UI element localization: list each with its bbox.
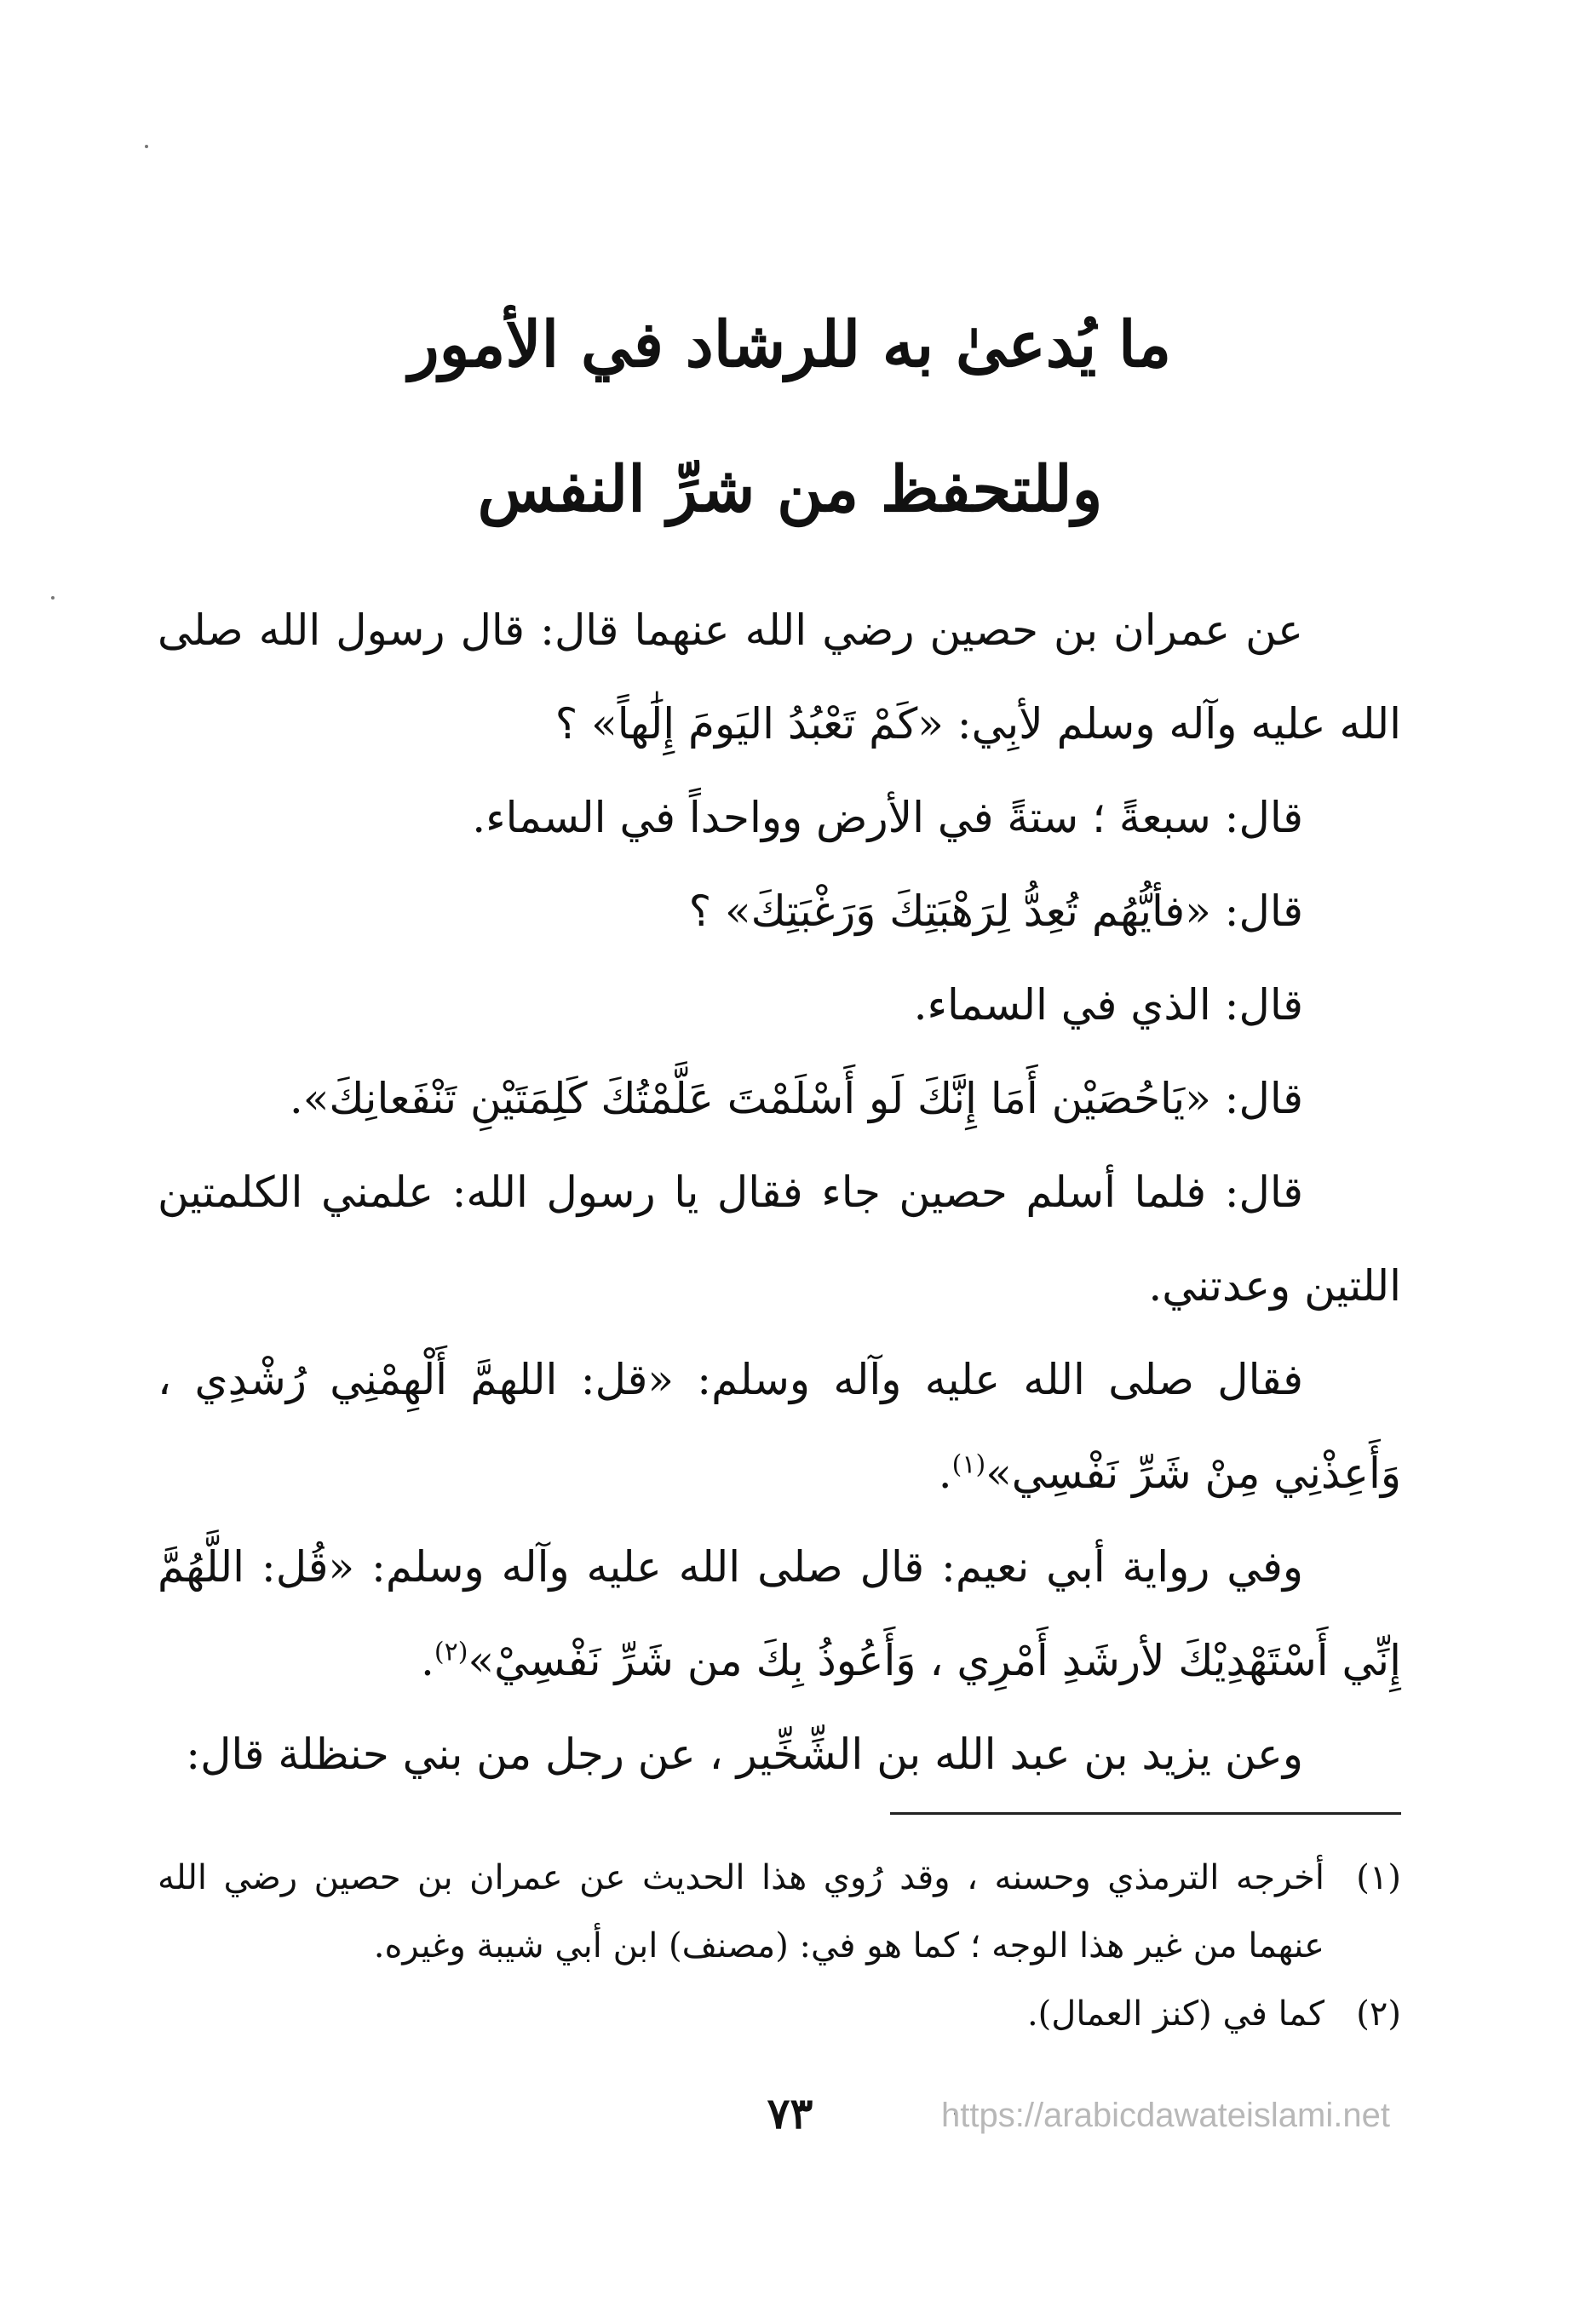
- footnotes: [158, 1844, 1401, 2048]
- title-line-1: ما يُدعىٰ به للرشاد في الأمور: [408, 308, 1172, 382]
- paragraph: قال: سبعةً ؛ ستةً في الأرض وواحداً في السماء.: [472, 793, 1303, 842]
- paragraph: قال: فلما أسلم حصين جاء فقال يا رسول الله: علمني الكلمتين اللتين وعدتني.: [158, 1168, 1401, 1311]
- paragraph: وعن يزيد بن عبد الله بن الشِّخِّير ، عن رجل من بني حنظلة قال:: [186, 1730, 1303, 1779]
- paragraph: عن عمران بن حصين رضي الله عنهما قال: قال رسول الله صلى الله عليه وآله وسلم لأبِي: «كَمْ تَعْبُدُ اليَومَ إِلَٰهاً» ؟: [158, 605, 1401, 749]
- footnote-text: أخرجه الترمذي وحسنه ، وقد رُوي هذا الحديث عن عمران بن حصين رضي الله عنهما من غير هذا الوجه ؛ كما هو في: (مصنف) ابن أبي شيبة وغيره.: [158, 1858, 1324, 1965]
- paragraph: قال: «يَاحُصَيْن أَمَا إِنَّكَ لَو أَسْلَمْتَ عَلَّمْتُكَ كَلِمَتَيْنِ تَنْفَعانِكَ».: [289, 1074, 1303, 1123]
- paragraph-end: .: [938, 1449, 952, 1498]
- footnote-ref: (٢): [434, 1637, 468, 1667]
- paragraph-text: فقال صلى الله عليه وآله وسلم: «قل: اللهمَّ أَلْهِمْنِي رُشْدِي ، وَأَعِذْنِي مِنْ شَرِّ نَفْسِي»: [158, 1355, 1401, 1498]
- page-number: ٧٣: [767, 2088, 813, 2138]
- title-line-2: وللتحفظ من شرِّ النفس: [477, 453, 1103, 526]
- footnote-ref: (١): [951, 1449, 986, 1480]
- scan-speck: [51, 596, 55, 600]
- watermark-url: https://arabicdawateislami.net: [941, 2097, 1390, 2134]
- paragraph: قال: الذي في السماء.: [913, 980, 1303, 1030]
- paragraph-text: وفي رواية أبي نعيم: قال صلى الله عليه وآله وسلم: «قُل: اللَّهُمَّ إِنِّي أَسْتَهْدِيْكَ لأرشَدِ أَمْرِي ، وَأَعُوذُ بِكَ من شَرِّ نَفْسِيْ»: [158, 1542, 1401, 1685]
- footnote-item: [158, 1980, 1401, 2048]
- paragraph-end: .: [421, 1636, 434, 1685]
- footnote-divider: [890, 1812, 1401, 1815]
- footnote-item: [158, 1844, 1401, 1980]
- footnote-number: (٢): [1356, 1994, 1401, 2034]
- paragraph: [158, 1520, 1401, 1707]
- chapter-title: [0, 273, 1580, 562]
- footnote-number: (١): [1356, 1858, 1401, 1897]
- paragraph: قال: «فأيُّهُم تُعِدُّ لِرَهْبَتِكَ وَرَغْبَتِكَ» ؟: [688, 887, 1303, 936]
- main-text: [158, 583, 1401, 1801]
- paragraph: [158, 1333, 1401, 1520]
- scan-speck: [145, 145, 148, 148]
- footnote-text: كما في (كنز العمال).: [1026, 1994, 1324, 2034]
